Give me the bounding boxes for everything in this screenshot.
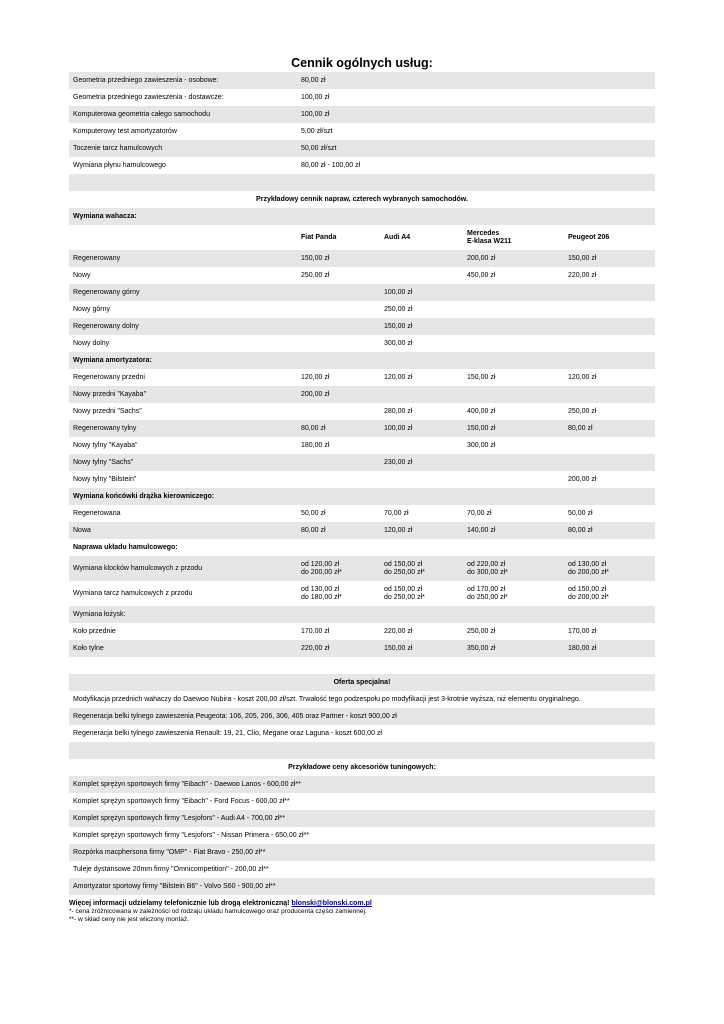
price-cell: 400,00 zł: [467, 407, 496, 415]
table-row: [69, 471, 655, 488]
row-label: Regenerowana: [73, 509, 121, 517]
price-cell: 100,00 zł: [384, 424, 413, 432]
price-cell: 250,00 zł: [467, 627, 496, 635]
offer-item: [69, 691, 655, 708]
service-name: Geometria przedniego zawieszenia - osobowe:: [73, 76, 219, 84]
service-name: Wymiana płynu hamulcowego: [73, 161, 166, 169]
price-cell: 230,00 zł: [384, 458, 413, 466]
row-label: Wymiana tarcz hamulcowych z przodu: [73, 589, 193, 597]
section-title: Wymiana amortyzatora:: [73, 356, 152, 364]
footer-info-text: Więcej informacji udzielamy telefonicznie lub drogą elektroniczną!: [69, 900, 290, 907]
price-cell: 200,00 zł: [568, 475, 597, 483]
footer: [69, 900, 655, 923]
price-cell: 140,00 zł: [467, 526, 496, 534]
price-cell: 220,00 zł: [568, 271, 597, 279]
row-label: Nowy przedni "Sachs": [73, 407, 142, 415]
row-label: Regenerowany przedni: [73, 373, 145, 381]
footer-info: [69, 900, 655, 908]
special-offer-list: [69, 691, 655, 742]
service-row: [69, 89, 655, 106]
table-row: [69, 640, 655, 657]
row-label: Nowa: [73, 526, 91, 534]
price-cell: 170,00 zł: [568, 627, 597, 635]
section-title: Wymiana końcówki drążka kierowniczego:: [73, 492, 215, 500]
price-cell: 450,00 zł: [467, 271, 496, 279]
price-cell: 250,00 zł: [568, 407, 597, 415]
tuning-item: [69, 861, 655, 878]
price-cell: 280,00 zł: [384, 407, 413, 415]
price-cell: 120,00 zł: [568, 373, 597, 381]
price-cell: 220,00 zł: [384, 627, 413, 635]
offer-item: [69, 725, 655, 742]
table-row: [69, 581, 655, 606]
row-label: Regenerowany dolny: [73, 322, 139, 330]
price-cell: 220,00 zł: [301, 644, 330, 652]
price-cell: 170,00 zł: [301, 627, 330, 635]
section-title: Naprawa układu hamulcowego:: [73, 543, 178, 551]
repairs-table: [69, 208, 655, 657]
table-row: [69, 284, 655, 301]
tuning-text: Amortyzator sportowy firmy "Bilstein B6" - Volvo S60 - 900,00 zł**: [73, 883, 276, 890]
price-cell: 200,00 zł: [467, 254, 496, 262]
price-cell: 350,00 zł: [467, 644, 496, 652]
service-row: [69, 157, 655, 174]
price-cell: 180,00 zł: [568, 644, 597, 652]
tuning-title: Przykładowe ceny akcesoriów tuningowych:: [288, 764, 436, 771]
price-cell: 300,00 zł: [384, 339, 413, 347]
service-name: Geometria przedniego zawieszenia - dostawcze:: [73, 93, 224, 101]
price-cell: 50,00 zł: [568, 509, 593, 517]
row-label: Nowy tylny "Sachs": [73, 458, 134, 466]
row-label: Koło przednie: [73, 627, 116, 635]
tuning-text: Komplet sprężyn sportowych firmy "Eibach" - Ford Focus - 600,00 zł**: [73, 798, 290, 805]
footer-note-2: **- w skład ceny nie jest wliczony montaż.: [69, 915, 189, 923]
row-label: Nowy tylny "Bilstein": [73, 475, 137, 483]
tuning-text: Komplet sprężyn sportowych firmy "Eibach" - Daewoo Lanos - 600,00 zł**: [73, 781, 301, 788]
tuning-list: [69, 776, 655, 895]
price-list-page: [69, 54, 655, 923]
section-header-row: [69, 539, 655, 556]
section-title: Wymiana wahacza:: [73, 212, 137, 220]
price-cell: 200,00 zł: [301, 390, 330, 398]
table-row: [69, 369, 655, 386]
price-cell: od 150,00 zł do 200,00 zł*: [568, 585, 609, 601]
offer-text: Regeneracja belki tylnego zawieszenia Renault: 19, 21, Clio, Megane oraz Laguna - koszt 600,00 zł: [73, 730, 382, 737]
row-label: Regenerowany: [73, 254, 121, 262]
service-name: Toczenie tarcz hamulcowych: [73, 144, 163, 152]
tuning-item: [69, 793, 655, 810]
price-cell: od 130,00 zł do 180,00 zł*: [301, 585, 342, 601]
tuning-item: [69, 827, 655, 844]
price-cell: od 150,00 zł do 250,00 zł*: [384, 560, 425, 576]
price-cell: od 120,00 zł do 200,00 zł*: [301, 560, 342, 576]
spacer-row: [69, 742, 655, 759]
price-cell: od 170,00 zł do 250,00 zł*: [467, 585, 508, 601]
price-cell: od 130,00 zł do 200,00 zł*: [568, 560, 609, 576]
table-row: [69, 335, 655, 352]
tuning-text: Komplet sprężyn sportowych firmy "Lesjofors" - Audi A4 - 700,00 zł**: [73, 815, 285, 822]
service-name: Komputerowa geometria całego samochodu: [73, 110, 210, 118]
price-cell: 80,00 zł: [568, 526, 593, 534]
repairs-title-row: [69, 191, 655, 208]
tuning-title-row: [69, 759, 655, 776]
general-services-table: [69, 72, 655, 174]
service-price: 80,00 zł - 100,00 zł: [301, 161, 361, 169]
price-cell: 120,00 zł: [384, 373, 413, 381]
tuning-item: [69, 878, 655, 895]
repairs-title: Przykładowy cennik napraw, czterech wybranych samochodów.: [256, 196, 468, 203]
footer-note-1: *- cena zróżnicowana w zależności od rodzaju układu hamulcowego oraz producenta części zamiennej.: [69, 908, 367, 915]
tuning-text: Komplet sprężyn sportowych firmy "Lesjofors" - Nissan Primera - 650,00 zł**: [73, 832, 310, 839]
special-offer-title-row: [69, 674, 655, 691]
column-header-4: Peugeot 206: [568, 233, 610, 241]
row-label: Nowy przedni "Kayaba": [73, 390, 147, 398]
spacer-row: [69, 174, 655, 191]
price-cell: 300,00 zł: [467, 441, 496, 449]
page-title: Cennik ogólnych usług:: [291, 56, 433, 70]
tuning-item: [69, 844, 655, 861]
row-label: Nowy dolny: [73, 339, 110, 347]
table-row: [69, 250, 655, 267]
price-cell: 50,00 zł: [301, 509, 326, 517]
price-cell: 150,00 zł: [384, 644, 413, 652]
offer-text: Modyfikacja przednich wahaczy do Daewoo Nubira - koszt 200,00 zł/szt. Trwałość tego podzespołu po modyfikacji jest 3-krotnie wyższa, niż elementu oryginalnego.: [73, 696, 581, 703]
price-cell: 150,00 zł: [384, 322, 413, 330]
service-name: Komputerowy test amortyzatorów: [73, 127, 177, 135]
table-row: [69, 267, 655, 284]
price-cell: 150,00 zł: [467, 424, 496, 432]
row-label: Nowy górny: [73, 305, 110, 313]
price-cell: 70,00 zł: [384, 509, 409, 517]
price-cell: 250,00 zł: [301, 271, 330, 279]
row-label: Nowy: [73, 271, 91, 279]
service-price: 80,00 zł: [301, 76, 326, 84]
email-link[interactable]: blonski@blonski.com.pl: [291, 900, 372, 907]
table-row: [69, 301, 655, 318]
price-cell: 100,00 zł: [384, 288, 413, 296]
tuning-item: [69, 776, 655, 793]
row-label: Koło tylne: [73, 644, 104, 652]
price-cell: 120,00 zł: [301, 373, 330, 381]
section-header-row: [69, 352, 655, 369]
row-label: Wymiana klocków hamulcowych z przodu: [73, 564, 203, 572]
column-header-1: Fiat Panda: [301, 233, 337, 241]
table-row: [69, 386, 655, 403]
section-header-row: [69, 606, 655, 623]
price-cell: 80,00 zł: [301, 424, 326, 432]
section-header-row: [69, 208, 655, 225]
column-header-row: [69, 225, 655, 250]
row-label: Regenerowany tylny: [73, 424, 137, 432]
tuning-text: Rozpórka macphersona firmy "OMP" - Fiat Bravo - 250,00 zł**: [73, 849, 266, 856]
price-cell: 150,00 zł: [301, 254, 330, 262]
table-row: [69, 556, 655, 581]
service-row: [69, 72, 655, 89]
spacer-row: [69, 657, 655, 674]
service-price: 5,00 zł/szt: [301, 127, 333, 135]
table-row: [69, 420, 655, 437]
table-row: [69, 318, 655, 335]
price-cell: 250,00 zł: [384, 305, 413, 313]
service-price: 100,00 zł: [301, 93, 330, 101]
price-cell: 70,00 zł: [467, 509, 492, 517]
table-row: [69, 403, 655, 420]
service-price: 50,00 zł/szt: [301, 144, 337, 152]
price-cell: od 150,00 zł do 250,00 zł*: [384, 585, 425, 601]
price-cell: 150,00 zł: [568, 254, 597, 262]
table-row: [69, 522, 655, 539]
table-row: [69, 505, 655, 522]
offer-item: [69, 708, 655, 725]
section-header-row: [69, 488, 655, 505]
tuning-item: [69, 810, 655, 827]
tuning-text: Tuleje dystansowe 20mm firmy "Omnicompetition" - 200,00 zł**: [73, 866, 269, 873]
column-header-3: Mercedes E-klasa W211: [467, 229, 512, 245]
price-cell: 120,00 zł: [384, 526, 413, 534]
service-price: 100,00 zł: [301, 110, 330, 118]
row-label: Regenerowany górny: [73, 288, 140, 296]
table-row: [69, 437, 655, 454]
column-header-2: Audi A4: [384, 233, 411, 241]
service-row: [69, 123, 655, 140]
price-cell: od 220,00 zł do 300,00 zł*: [467, 560, 508, 576]
table-row: [69, 623, 655, 640]
row-label: Nowy tylny "Kayaba": [73, 441, 138, 449]
table-row: [69, 454, 655, 471]
service-row: [69, 106, 655, 123]
price-cell: 180,00 zł: [301, 441, 330, 449]
price-cell: 150,00 zł: [467, 373, 496, 381]
offer-text: Regeneracja belki tylnego zawieszenia Peugeota: 106, 205, 206, 306, 405 oraz Partner - koszt 900,00 zł: [73, 713, 397, 720]
price-cell: 80,00 zł: [301, 526, 326, 534]
service-row: [69, 140, 655, 157]
section-title: Wymiana łożysk:: [73, 610, 126, 618]
price-cell: 80,00 zł: [568, 424, 593, 432]
special-offer-title: Oferta specjalna!: [333, 679, 391, 686]
